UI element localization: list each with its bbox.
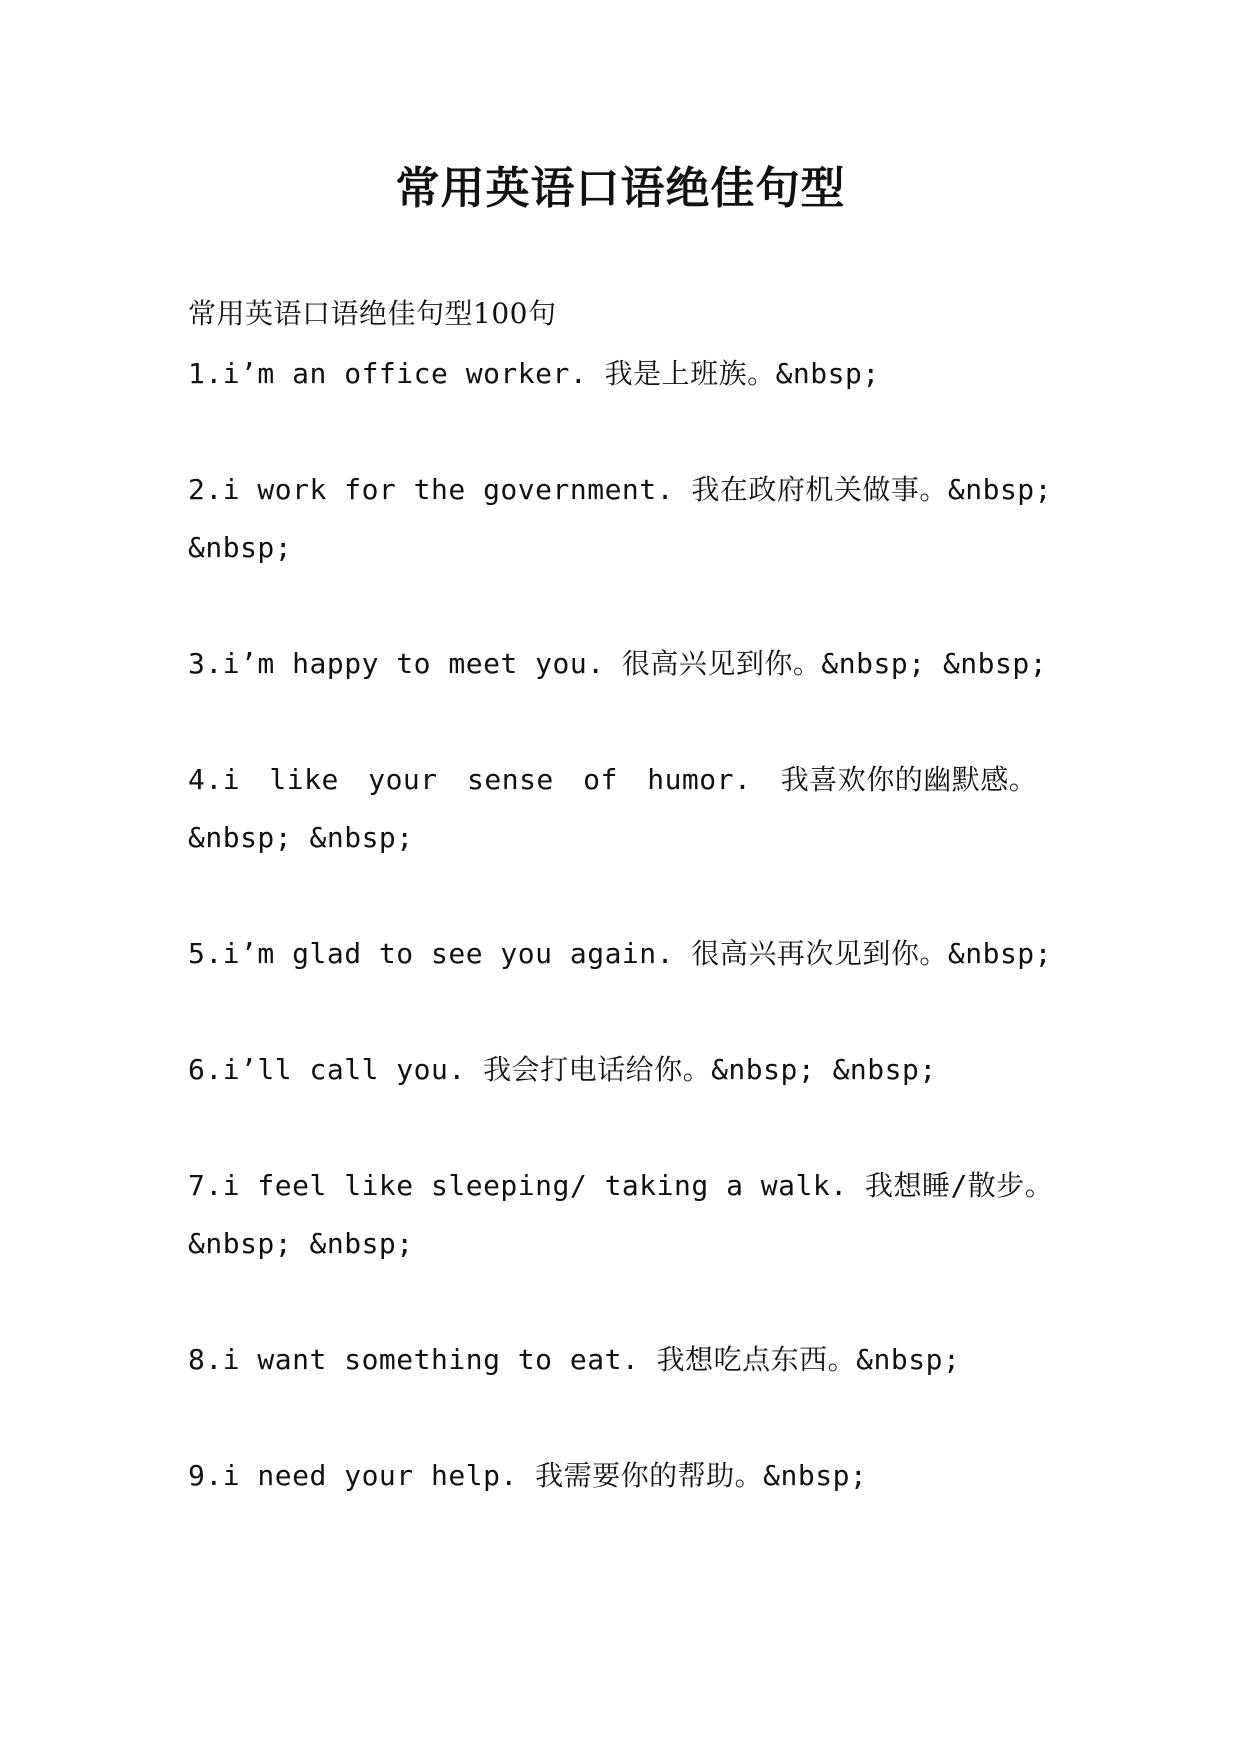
sentence-line: 4.i like your sense of humor. 我喜欢你的幽默感。 [188, 763, 1038, 796]
sentence-line-continuation: &nbsp; &nbsp; [188, 1227, 414, 1260]
sentence-line: 1.i’m an office worker. 我是上班族。&nbsp; [188, 357, 880, 390]
sentence-line: 6.i’ll call you. 我会打电话给你。&nbsp; &nbsp; [188, 1053, 937, 1086]
sentence-line: 3.i’m happy to meet you. 很高兴见到你。&nbsp; &nbsp; [188, 647, 1048, 680]
sentence-line: 9.i need your help. 我需要你的帮助。&nbsp; [188, 1459, 868, 1492]
sentence-line-continuation: &nbsp; [188, 531, 293, 564]
sentence-line: 2.i work for the government. 我在政府机关做事。&nbsp; [188, 473, 1053, 506]
sentence-line: 5.i’m glad to see you again. 很高兴再次见到你。&nbsp; [188, 937, 1053, 970]
document-subtitle: 常用英语口语绝佳句型100句 [188, 297, 557, 330]
sentence-line-continuation: &nbsp; &nbsp; [188, 821, 414, 854]
page-title: 常用英语口语绝佳句型 [395, 163, 846, 214]
sentence-line: 8.i want something to eat. 我想吃点东西。&nbsp; [188, 1343, 961, 1376]
sentence-line: 7.i feel like sleeping/ taking a walk. 我想睡/散步。 [188, 1169, 1054, 1202]
